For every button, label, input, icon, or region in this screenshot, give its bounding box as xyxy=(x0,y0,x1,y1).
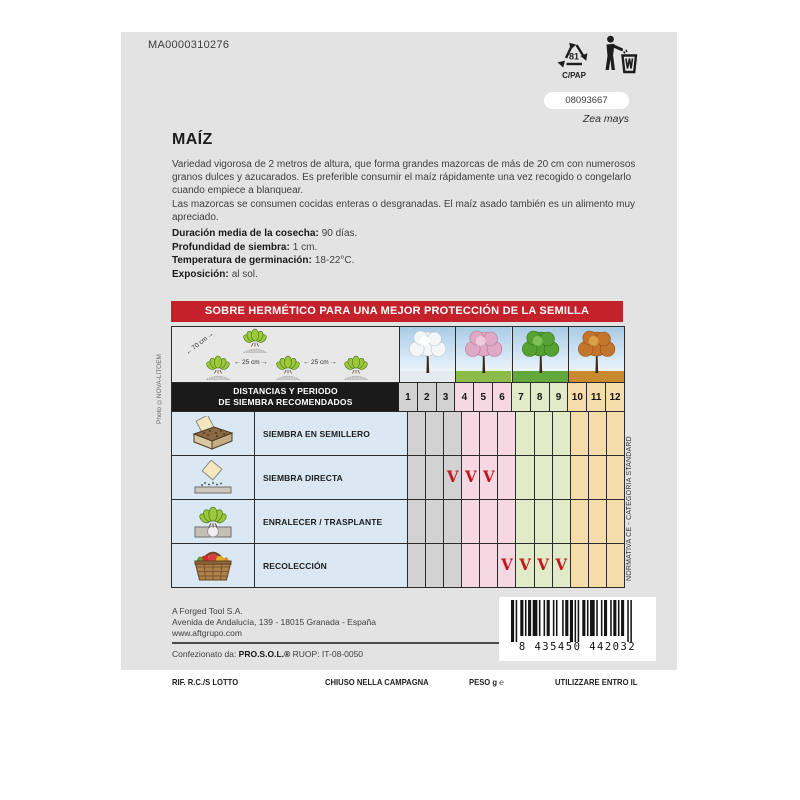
grid-cell-month-8 xyxy=(534,412,552,455)
plant-spacing-label: ←25 cm→ xyxy=(234,359,268,366)
print-field-weight: PESO g ℮ xyxy=(469,677,504,687)
winter-tree-icon xyxy=(400,327,455,382)
plant-icon xyxy=(274,354,302,380)
spec-label: Profundidad de siembra: xyxy=(172,241,290,253)
seasons-strip xyxy=(400,327,624,382)
grid-cell-month-2 xyxy=(425,412,443,455)
grid-cell-month-6 xyxy=(497,412,515,455)
grid-cell-month-12 xyxy=(606,500,624,543)
grid-cell-month-12 xyxy=(606,456,624,499)
plant-icon xyxy=(204,354,232,380)
month-col-12: 12 xyxy=(605,383,624,411)
grid-cell-month-1 xyxy=(408,412,425,455)
grid-cell-month-2 xyxy=(425,500,443,543)
plant-spacing-label: ←25 cm→ xyxy=(303,359,337,366)
sowing-mark: V xyxy=(519,555,531,575)
plant-icon xyxy=(241,327,269,353)
grid-cell-month-10 xyxy=(570,412,588,455)
seed-packet-icon xyxy=(172,456,255,499)
grid-cell-month-8 xyxy=(534,544,552,587)
lot-number-badge: 08093667 xyxy=(544,92,629,109)
grid-cell-month-9 xyxy=(552,456,570,499)
grid-cell-month-1 xyxy=(408,456,425,499)
spec-label: Duración media de la cosecha: xyxy=(172,228,319,239)
grid-cell-month-10 xyxy=(570,456,588,499)
table-row xyxy=(172,455,624,499)
grid-cell-month-6 xyxy=(497,500,515,543)
row-grid xyxy=(408,500,624,543)
month-col-5: 5 xyxy=(473,383,492,411)
spec-label: Exposición: xyxy=(172,268,229,280)
spec-value: 90 días. xyxy=(321,228,358,239)
right-arrow-icon: → xyxy=(205,330,216,341)
grid-cell-month-3 xyxy=(443,412,461,455)
spec-value: 18-22°C. xyxy=(314,255,355,267)
grid-cell-month-8 xyxy=(534,456,552,499)
recycling-symbol xyxy=(555,38,593,80)
row-spacing-label: ←70 cm→ xyxy=(184,330,216,357)
svg-text:81: 81 xyxy=(568,51,580,62)
spec-line xyxy=(172,227,357,241)
month-col-1: 1 xyxy=(399,383,417,411)
summer-tree-icon xyxy=(512,327,568,382)
grid-cell-month-4 xyxy=(461,412,479,455)
month-col-11: 11 xyxy=(586,383,605,411)
row-grid xyxy=(408,456,624,499)
product-title: MAÍZ xyxy=(172,131,213,148)
grid-cell-month-7 xyxy=(515,500,533,543)
barcode-bars xyxy=(507,600,649,642)
photo-credit: Photo ©NOVA-LITOEM xyxy=(156,354,163,424)
print-field-packed: CHIUSO NELLA CAMPAGNA xyxy=(325,677,429,687)
grid-cell-month-9 xyxy=(552,544,570,587)
left-arrow-icon: ← xyxy=(184,346,195,357)
tidy-man-icon xyxy=(598,35,638,80)
spec-line xyxy=(172,254,357,268)
grid-cell-month-4 xyxy=(461,456,479,499)
row-label: SIEMBRA EN SEMILLERO xyxy=(255,412,408,455)
grid-cell-month-6 xyxy=(497,456,515,499)
table-row xyxy=(172,411,624,455)
grid-cell-month-4 xyxy=(461,544,479,587)
grid-cell-month-12 xyxy=(606,544,624,587)
month-col-3: 3 xyxy=(436,383,455,411)
grid-cell-month-12 xyxy=(606,412,624,455)
month-header-cells xyxy=(399,383,624,411)
right-arrow-icon: → xyxy=(260,359,268,366)
footer-divider xyxy=(172,642,503,644)
left-arrow-icon: ← xyxy=(303,359,310,366)
company-address: Avenida de Andalucía, 139 - 18015 Granada - España xyxy=(172,617,376,627)
recycling-material-label: C/PAP xyxy=(562,71,586,80)
row-grid xyxy=(408,412,624,455)
seed-tray-icon xyxy=(172,412,255,455)
spec-label: Temperatura de germinación: xyxy=(172,255,312,267)
month-col-10: 10 xyxy=(567,383,586,411)
grid-cell-month-11 xyxy=(588,500,606,543)
grid-cell-month-10 xyxy=(570,544,588,587)
grid-cell-month-11 xyxy=(588,544,606,587)
growing-specs xyxy=(172,227,357,281)
product-description xyxy=(172,158,636,224)
grid-cell-month-1 xyxy=(408,544,425,587)
grid-cell-month-8 xyxy=(534,500,552,543)
grid-cell-month-1 xyxy=(408,500,425,543)
ce-standard-note: NORMATIVA CE - CATEGORIA STANDARD xyxy=(626,436,633,581)
spacing-diagram xyxy=(172,327,400,382)
packet-code: MA0000310276 xyxy=(148,39,230,51)
company-address-block xyxy=(172,606,376,639)
table-row xyxy=(172,499,624,543)
grid-cell-month-6 xyxy=(497,544,515,587)
right-arrow-icon: → xyxy=(329,359,337,366)
sowing-mark: V xyxy=(501,555,513,575)
table-header-band xyxy=(172,382,624,411)
grid-cell-month-5 xyxy=(479,544,497,587)
grid-cell-month-11 xyxy=(588,456,606,499)
spec-line xyxy=(172,268,357,282)
transplant-icon xyxy=(172,500,255,543)
row-grid xyxy=(408,544,624,587)
month-col-6: 6 xyxy=(492,383,511,411)
grid-cell-month-2 xyxy=(425,544,443,587)
row-label: RECOLECCIÓN xyxy=(255,544,408,587)
grid-cell-month-5 xyxy=(479,456,497,499)
description-paragraph: Variedad vigorosa de 2 metros de altura, que forma grandes mazorcas de más de 20 cm con numerosos granos dulces y azucarados. Es preferible consumir el maíz rápidamente una vez recogido o congelarlo cuando empiece a blanquear. xyxy=(172,159,636,197)
sowing-mark: V xyxy=(483,467,495,487)
harvest-basket-icon xyxy=(172,544,255,587)
left-arrow-icon: ← xyxy=(234,359,241,366)
grid-cell-month-9 xyxy=(552,500,570,543)
grid-cell-month-7 xyxy=(515,456,533,499)
grid-cell-month-3 xyxy=(443,544,461,587)
company-name: A Forged Tool S.A. xyxy=(172,606,243,616)
month-col-4: 4 xyxy=(454,383,473,411)
grid-cell-month-10 xyxy=(570,500,588,543)
plant-icon xyxy=(342,354,370,380)
sowing-calendar-table xyxy=(171,326,625,588)
sowing-mark: V xyxy=(555,555,567,575)
grid-cell-month-2 xyxy=(425,456,443,499)
spec-line xyxy=(172,241,357,255)
grid-cell-month-5 xyxy=(479,412,497,455)
hermetic-seal-banner: SOBRE HERMÉTICO PARA UNA MEJOR PROTECCIÓN DE LA SEMILLA xyxy=(171,301,623,322)
print-field-lot: RIF. R.C./S LOTTO xyxy=(172,677,239,687)
ean-barcode xyxy=(499,597,656,661)
seed-packet xyxy=(121,32,677,670)
grid-cell-month-5 xyxy=(479,500,497,543)
print-field-use-by: UTILIZZARE ENTRO IL xyxy=(555,677,638,687)
spec-value: al sol. xyxy=(231,268,258,280)
spec-value: 1 cm. xyxy=(292,241,318,253)
row-label: SIEMBRA DIRECTA xyxy=(255,456,408,499)
grid-cell-month-11 xyxy=(588,412,606,455)
grid-cell-month-9 xyxy=(552,412,570,455)
grid-cell-month-7 xyxy=(515,412,533,455)
month-col-9: 9 xyxy=(549,383,568,411)
month-col-8: 8 xyxy=(530,383,549,411)
packer-line: Confezionato da: PRO.S.O.L.® RUOP: IT-08-0050 xyxy=(172,649,364,659)
species-latin-name: Zea mays xyxy=(582,113,629,125)
distances-header: DISTANCIAS Y PERIODO DE SIEMBRA RECOMENDADOS xyxy=(172,383,399,411)
description-paragraph: Las mazorcas se consumen cocidas enteras o desgranadas. El maíz asado también es un alimento muy apreciado. xyxy=(172,198,636,223)
spring-tree-icon xyxy=(455,327,511,382)
recycling-arrows-icon xyxy=(556,38,592,68)
table-row xyxy=(172,543,624,587)
grid-cell-month-3 xyxy=(443,456,461,499)
barcode-digits: 8 435450 442032 xyxy=(518,641,637,653)
sowing-mark: V xyxy=(464,467,477,487)
sowing-mark: V xyxy=(446,467,459,487)
grid-cell-month-4 xyxy=(461,500,479,543)
company-website: www.aftgrupo.com xyxy=(172,628,242,638)
autumn-tree-icon xyxy=(568,327,624,382)
grid-cell-month-3 xyxy=(443,500,461,543)
table-top-band xyxy=(172,327,624,382)
month-col-7: 7 xyxy=(511,383,530,411)
sowing-mark: V xyxy=(537,555,549,575)
grid-cell-month-7 xyxy=(515,544,533,587)
row-label: ENRALECER / TRASPLANTE xyxy=(255,500,408,543)
month-col-2: 2 xyxy=(417,383,436,411)
